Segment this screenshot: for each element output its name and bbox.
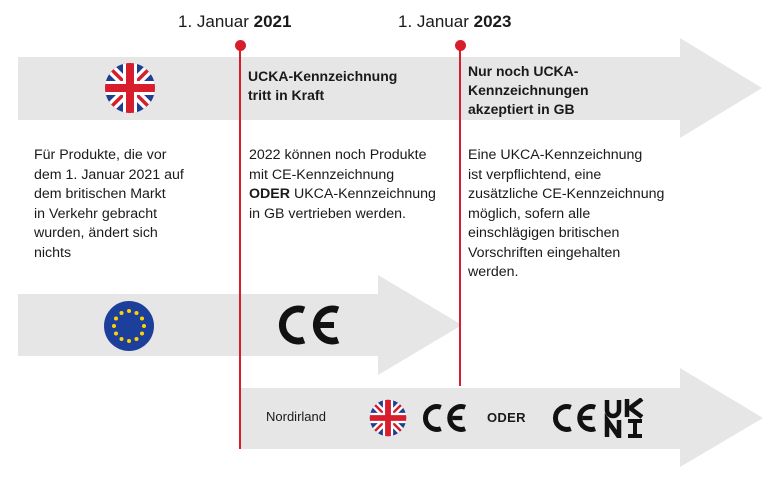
text-rest: UKCA-Kennzeichnung <box>290 186 436 202</box>
text-line: dem britischen Markt <box>34 186 166 202</box>
text-pre-2021 <box>34 146 184 263</box>
marker-line-2021 <box>239 46 241 449</box>
uk-flag-icon <box>369 399 407 437</box>
text-period-2021 <box>249 146 436 224</box>
northern-ireland-label: Nordirland <box>266 409 326 424</box>
callout-line: akzeptiert in GB <box>468 101 575 117</box>
marker-dot-2023 <box>455 40 466 51</box>
text-line: möglich, sofern alle <box>468 205 591 222</box>
text-line: Für Produkte, die vor <box>34 147 167 163</box>
ce-mark-icon <box>418 402 468 434</box>
text-line: Eine UKCA-Kennzeichnung <box>468 147 643 163</box>
callout-line: UCKA-Kennzeichnung <box>248 68 398 84</box>
text-line: ist verpflichtend, eine <box>468 166 602 183</box>
text-emphasis: ODER <box>249 186 290 202</box>
callout-ucka-in-force <box>248 67 397 105</box>
text-post-2023 <box>468 146 664 283</box>
date-year: 2023 <box>473 12 512 31</box>
date-label-2023 <box>398 12 511 32</box>
date-year: 2021 <box>253 12 292 31</box>
text-line: wurden, ändert sich <box>34 225 158 241</box>
callout-line: Kennzeichnungen <box>468 82 589 98</box>
date-prefix: 1. Januar <box>398 12 474 31</box>
callout-only-ucka-accepted <box>468 62 589 119</box>
text-line: 2022 können noch Produkte <box>249 147 427 163</box>
ce-mark-icon <box>272 304 342 346</box>
eu-flag-icon <box>103 300 155 352</box>
uk-flag-icon <box>104 62 156 114</box>
text-line: zusätzliche CE-Kennzeichnung <box>468 186 665 202</box>
date-prefix: 1. Januar <box>178 12 254 31</box>
text-line: mit CE-Kennzeichnung <box>249 166 395 183</box>
marker-line-2023 <box>459 46 461 386</box>
text-line: werden. <box>468 264 519 280</box>
text-line: in Verkehr gebracht <box>34 205 158 222</box>
text-line: einschlägigen britischen <box>468 225 620 241</box>
date-label-2021 <box>178 12 291 32</box>
ukni-mark-icon <box>604 398 648 438</box>
text-line <box>249 185 436 205</box>
text-line: nichts <box>34 244 72 261</box>
callout-line: Nur noch UCKA- <box>468 63 579 79</box>
callout-line: tritt in Kraft <box>248 87 325 103</box>
text-line: in GB vertrieben werden. <box>249 205 406 222</box>
or-label: ODER <box>487 410 526 425</box>
text-line: Vorschriften eingehalten <box>468 244 621 261</box>
text-line: dem 1. Januar 2021 auf <box>34 166 184 183</box>
marker-dot-2021 <box>235 40 246 51</box>
ce-mark-icon <box>548 402 598 434</box>
